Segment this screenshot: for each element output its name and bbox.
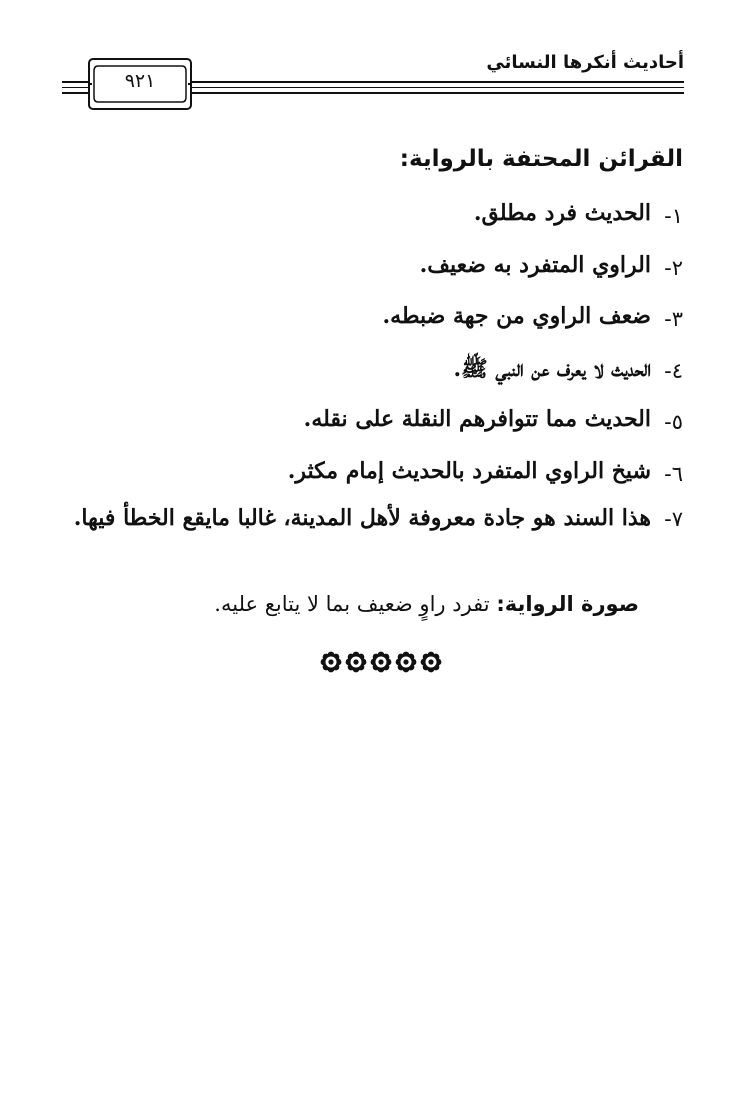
list-item-number: ١- bbox=[664, 204, 683, 228]
list-item-number: ٣- bbox=[664, 307, 683, 331]
list-item-number: ٦- bbox=[664, 462, 683, 486]
flower-ornament bbox=[321, 652, 342, 673]
flower-ornament bbox=[371, 652, 392, 673]
narration-form-label: صورة الرواية: bbox=[496, 592, 639, 616]
list-item-number: ٢- bbox=[664, 256, 683, 280]
list-item-number: ٧- bbox=[664, 507, 683, 531]
section-end-ornaments bbox=[318, 648, 444, 676]
flower-ornament bbox=[346, 652, 367, 673]
list-item-number: ٤- bbox=[664, 359, 683, 383]
page-number: ٩٢١ bbox=[124, 70, 156, 92]
section-heading: القرائن المحتفة بالرواية: bbox=[399, 146, 683, 172]
page-number-frame bbox=[88, 58, 192, 110]
flower-ornament-icon bbox=[318, 648, 444, 676]
list-item: الحديث لا يعرف عن النبي ﷺ. bbox=[453, 356, 651, 382]
list-item: هذا السند هو جادة معروفة لأهل المدينة، غالبا مايقع الخطأ فيها. bbox=[73, 505, 651, 531]
narration-form bbox=[214, 592, 639, 616]
list-item: ضعف الراوي من جهة ضبطه. bbox=[382, 303, 651, 329]
flower-ornament bbox=[396, 652, 417, 673]
list-item: الراوي المتفرد به ضعيف. bbox=[419, 252, 651, 278]
list-item-number: ٥- bbox=[664, 410, 683, 434]
page-header bbox=[62, 52, 684, 112]
flower-ornament bbox=[421, 652, 442, 673]
running-title: أحاديث أنكرها النسائي bbox=[486, 52, 684, 73]
list-item: شيخ الراوي المتفرد بالحديث إمام مكثر. bbox=[287, 458, 651, 484]
list-item: الحديث مما تتوافرهم النقلة على نقله. bbox=[303, 406, 651, 432]
narration-form-text: تفرد راوٍ ضعيف بما لا يتابع عليه. bbox=[214, 592, 490, 616]
list-item: الحديث فرد مطلق. bbox=[473, 200, 651, 226]
